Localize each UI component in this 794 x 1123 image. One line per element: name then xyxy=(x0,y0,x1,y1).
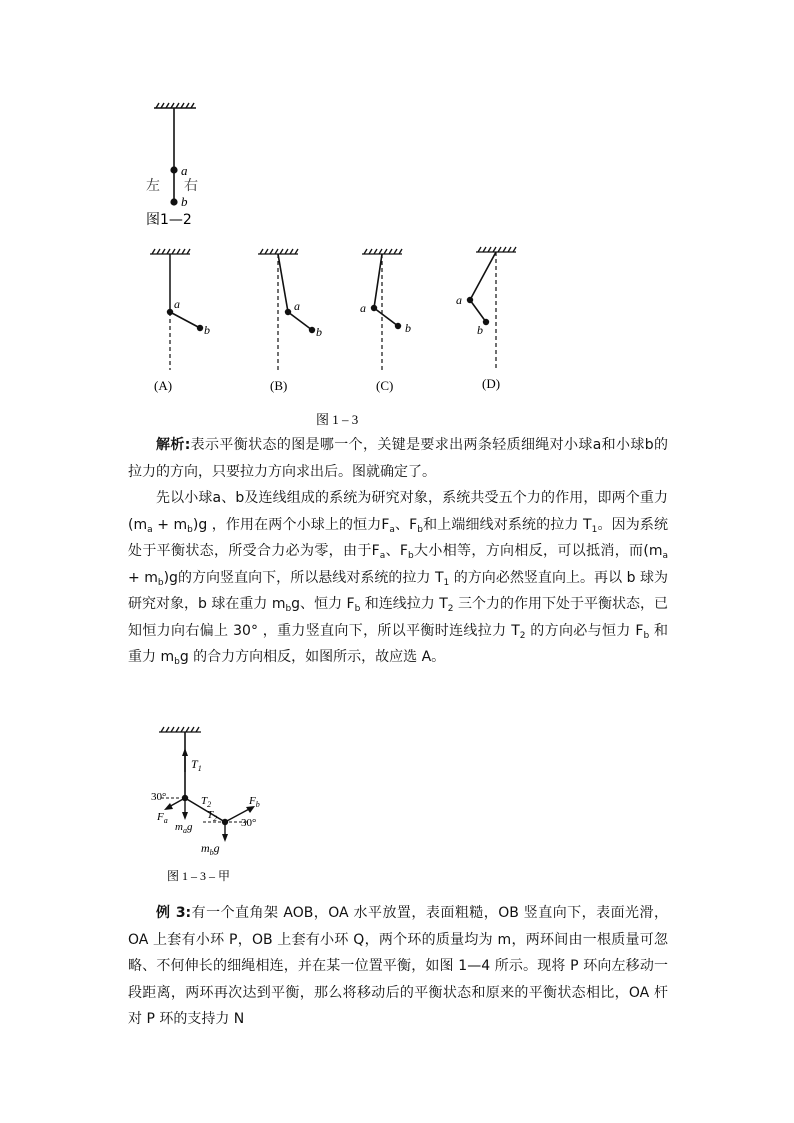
option-b: (B) xyxy=(270,378,288,393)
figure-1-3 xyxy=(130,238,550,430)
svg-text:b: b xyxy=(405,321,411,335)
label-left: 左 xyxy=(146,178,160,194)
figure-1-2 xyxy=(140,98,250,228)
svg-text:mbg: $m_bg$ xyxy=(201,841,220,857)
svg-text:a: a xyxy=(174,297,180,311)
analysis-text-1: 表示平衡状态的图是哪一个，关键是要求出两条轻质细绳对小球a和小球b的拉力的方向，只要拉力方向求出后。图就确定了。 xyxy=(128,437,668,480)
label-a: a xyxy=(181,163,188,178)
figure-1-3-jia xyxy=(145,722,295,884)
option-d: (D) xyxy=(482,376,501,391)
caption-fig-1-3: 图 1 – 3 xyxy=(316,412,359,427)
svg-text:30°: 30° xyxy=(151,791,167,803)
option-c: (C) xyxy=(376,378,394,393)
example-3-text: 有一个直角架 AOB，OA 水平放置，表面粗糙，OB 竖直向下，表面光滑，OA 上套有小环 P，OB 上套有小环 Q，两个环的质量均为 m，两环间由一根质量可忽略、不何伸长的细绳相连，并在某一位置平衡，如图 1—4 所示。现将 P 环向左移动一段距离，两环再次达到平衡，那么将移动后的平衡状态和原来的平衡状态相比，OA 杆对 P 环的支持力 N xyxy=(128,905,668,1027)
ceiling-hatch xyxy=(154,103,196,108)
caption-fig-1-3-jia: 图 1 – 3 – 甲 xyxy=(167,869,231,883)
svg-text:T1: $T_1$ xyxy=(191,757,202,773)
svg-text:b: b xyxy=(477,323,483,337)
label-b: b xyxy=(181,194,188,209)
svg-text:30°: 30° xyxy=(241,817,257,829)
example-3 xyxy=(128,900,668,1033)
caption-fig-1-2: 图1—2 xyxy=(146,212,192,228)
ball-b xyxy=(170,198,177,205)
diagram-a xyxy=(150,249,210,393)
svg-text:b: b xyxy=(316,325,322,339)
diagram-c xyxy=(360,249,411,393)
diagram-d xyxy=(456,247,516,391)
svg-text:T2: $T_2$ xyxy=(201,795,212,809)
label-right: 右 xyxy=(184,178,198,194)
svg-text:a: a xyxy=(360,301,366,315)
svg-text:b: b xyxy=(204,323,210,337)
option-a: (A) xyxy=(154,378,173,393)
svg-text:a: a xyxy=(294,299,300,313)
analysis-paragraph-2: 先以小球a、b及连线组成的系统为研究对象，系统共受五个力的作用，即两个重力$(m_a + m_b)g$ ，作用在两个小球上的恒力$F_a$、$F_b$和上端细线对系统的拉力 $T_1$。因为系统处于平衡状态，所受合力必为零，由于$F_a$、$F_b$大小相等，方向相反，可以抵消，而$(m_a + m_b)g$的方向竖直向下，所以悬线对系统的拉力 $T_1$ 的方向必然竖直向上。再以 b 球为研究对象，b 球在重力 $m_bg$、恒力 $F_b$ 和连线拉力 $T_2$ 三个力的作用下处于平衡状态，已知恒力向右偏上 30° ，重力竖直向下，所以平衡时连线拉力 $T_2$ 的方向必与恒力 $F_b$ 和重力 $m_bg$ 的合力方向相反，如图所示，故应选 A。 xyxy=(128,490,669,667)
analysis-lead: 解析: xyxy=(156,437,191,453)
analysis-paragraph-1 xyxy=(128,432,668,485)
svg-text:mag: $m_ag$ xyxy=(175,821,193,835)
svg-text:Fa: $F_a$ xyxy=(157,811,168,825)
svg-text:a: a xyxy=(456,293,462,307)
ball-a xyxy=(170,166,177,173)
diagram-b xyxy=(258,249,322,393)
example-3-lead: 例 3: xyxy=(156,905,192,921)
svg-text:T2: $T_2$ xyxy=(207,809,218,823)
svg-text:Fb: $F_b$ xyxy=(249,795,260,809)
